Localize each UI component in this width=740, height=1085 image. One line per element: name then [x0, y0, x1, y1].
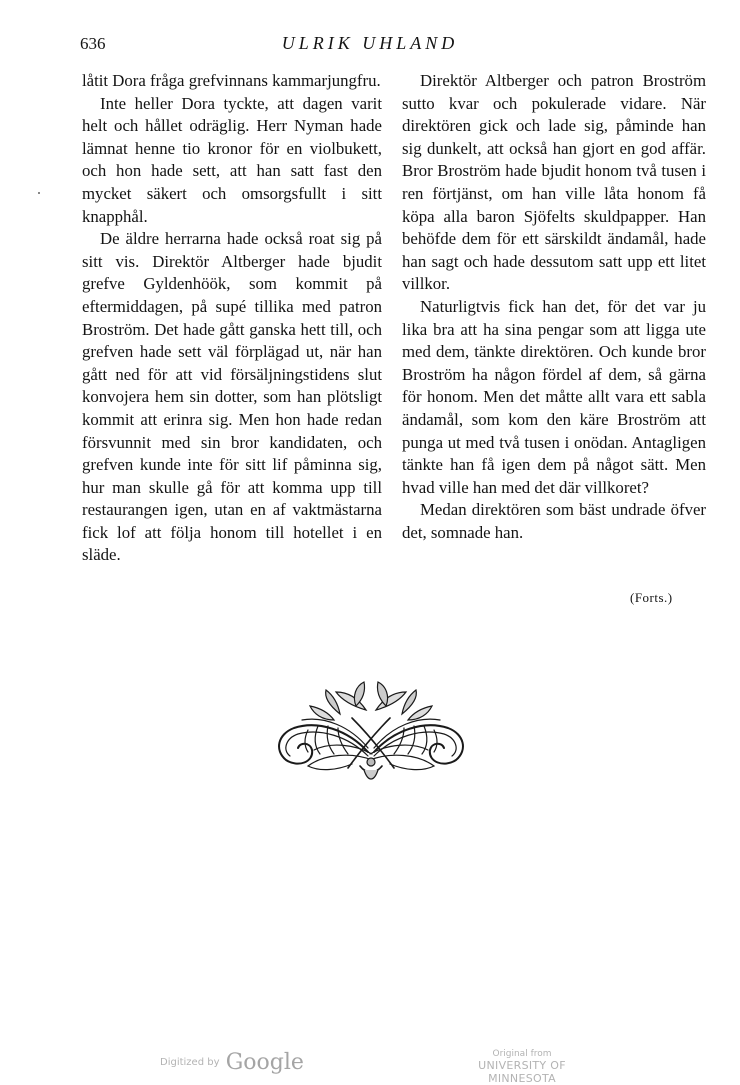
digitized-by-watermark	[160, 1050, 304, 1075]
original-from-watermark	[452, 1049, 592, 1085]
paragraph: Inte heller Dora tyckte, att dagen varit helt och hållet odräglig. Herr Nyman hade lämnat henne tio kronor för en violbukett, och hon hade sett, att han satt fast den mycket säkert och omsorgsfullt i sitt knapphål.	[82, 93, 382, 226]
google-logo: Google	[225, 1050, 304, 1075]
left-column	[82, 70, 382, 567]
paragraph: Direktör Altberger och patron Broström sutto kvar och pokulerade vidare. När direktören gick och lade sig, påminde han sig dunkelt, att också han gjort en god affär. Bror Broström hade bjudit honom två tusen i ren förtjänst, om han ville låta honom få köpa alla baron Sjöfelts skuldpapper. Han behöfde dem för ett särskildt ändamål, hade han sagt och hade dessutom satt upp ett litet villkor.	[402, 71, 706, 294]
continuation-note: (Forts.)	[630, 590, 673, 605]
running-title: ULRIK UHLAND	[281, 33, 459, 53]
scan-speck	[38, 192, 40, 194]
acanthus-scroll-ornament-icon	[268, 670, 473, 790]
digitized-prefix: Digitized by	[160, 1057, 220, 1068]
paragraph: låtit Dora fråga grefvinnans kammarjungfru.	[82, 71, 381, 90]
paragraph: Medan direktören som bäst undrade öfver det, somnade han.	[402, 500, 706, 542]
original-from-label: Original from	[492, 1049, 552, 1059]
page-number: 636	[80, 34, 106, 53]
right-column	[402, 70, 706, 544]
paragraph: Naturligtvis fick han det, för det var ju lika bra att ha sina pengar som att ligga ute med dem, tänkte direktören. Och kunde bror Broström ha någon fördel af dem, så gärna för honom. Men det måtte allt vara ett sabla ändamål, som kom den käre Broström att punga ut med två tusen i onödan. Antagligen tänkte han få igen dem på något sätt. Men hvad ville han med det där villkoret?	[402, 296, 706, 497]
institution-name: UNIVERSITY OF MINNESOTA	[478, 1059, 566, 1085]
paragraph: De äldre herrarna hade också roat sig på sitt vis. Direktör Altberger hade bjudit grefve Gyldenhöök, som kommit på eftermiddagen, på supé tillika med patron Broström. Det hade gått ganska hett till, och grefven hade sett väl förplägad ut, när han gått ned för att vid försäljningstidens slut konvojera hem sin dotter, som han plötsligt kommit att erinra sig. Men hon hade redan försvunnit med sin bror kandidaten, och grefven kunde inte för sitt lif påminna sig, hur man skulle gå för att komma upp till restaurangen igen, utan en af vaktmästarna fick lof att följa honom till hotellet i en släde.	[82, 229, 382, 565]
